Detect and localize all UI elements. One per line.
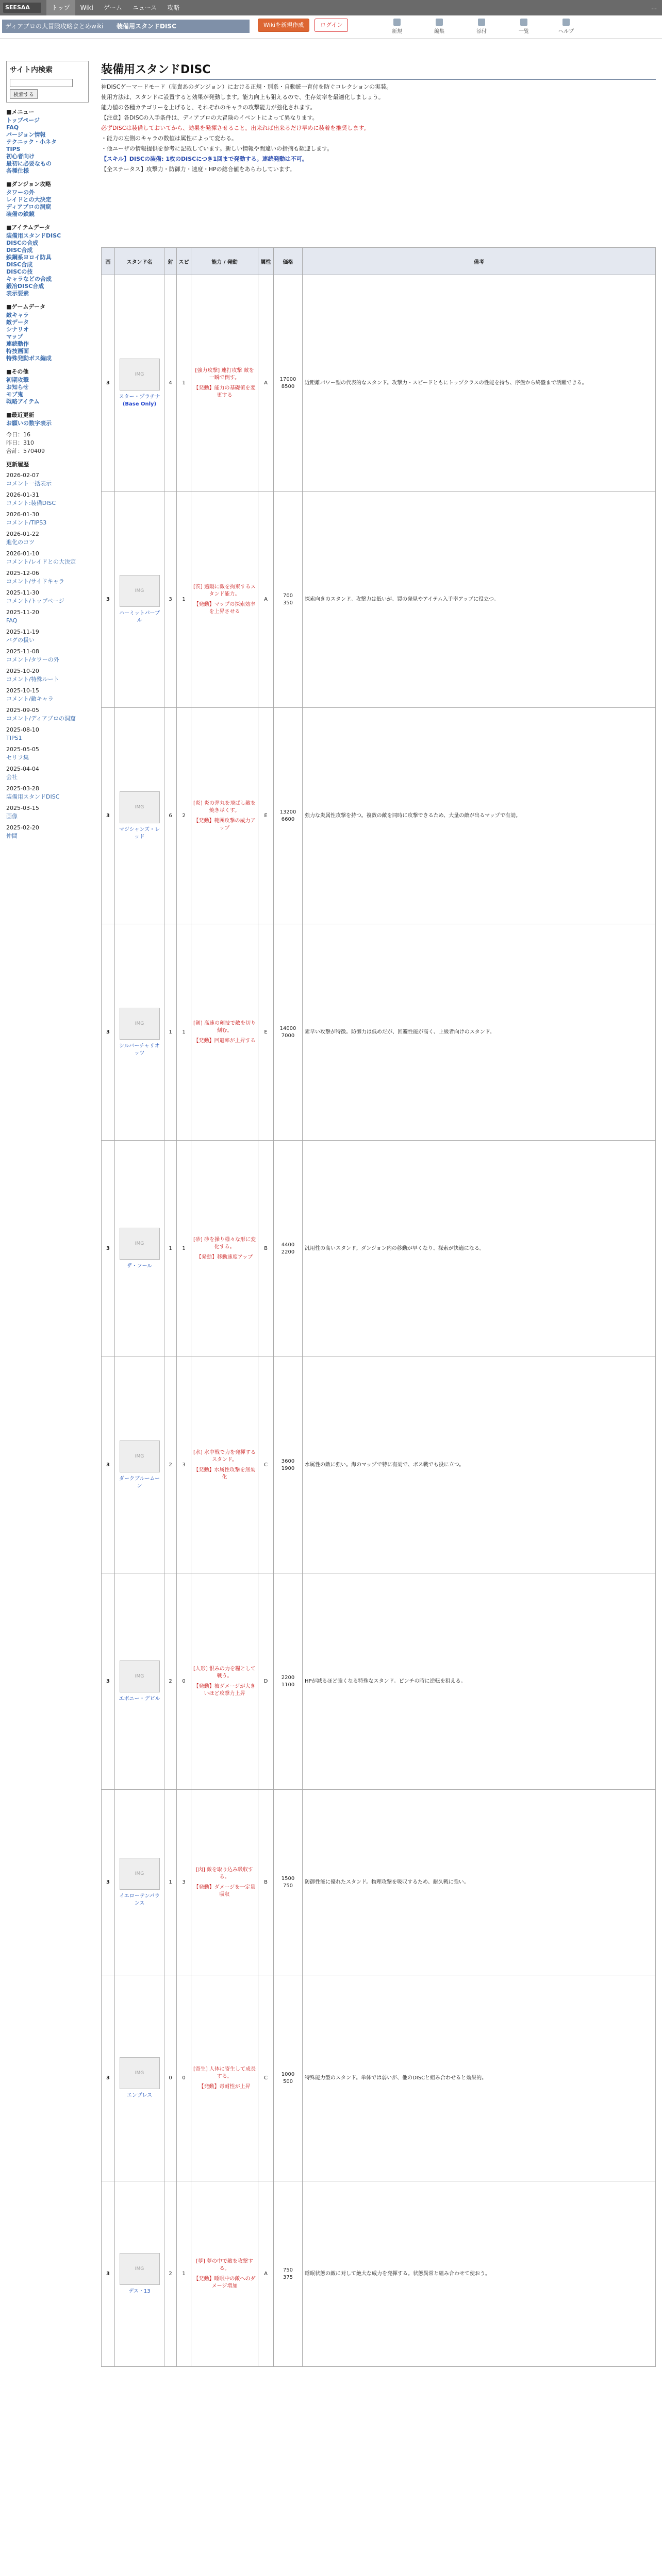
attr-cell: E xyxy=(258,708,274,924)
top-tab[interactable]: ニュース xyxy=(132,4,157,11)
sidebar-link[interactable]: DISCの技 xyxy=(6,268,33,275)
stand-name[interactable]: イエローテンパランス xyxy=(119,1893,160,1906)
attr-cell: C xyxy=(258,1357,274,1573)
list-icon xyxy=(520,19,527,26)
update-date: 2025-11-08 xyxy=(6,648,39,655)
remark-cell: 水属性の敵に強い。海のマップで特に有効で、ボス戦でも役に立つ。 xyxy=(303,1357,656,1573)
range-cell: 0 xyxy=(164,1975,177,2181)
new-icon xyxy=(393,19,401,26)
stand-image: IMG xyxy=(120,1008,160,1040)
speed-cell: 1 xyxy=(177,275,191,492)
price-cell: 17000 8500 xyxy=(274,275,303,492)
ability-cell: [強力攻撃] 連打攻撃 敵を一瞬で倒す。 【発動】能力の基礎値を変更する xyxy=(191,275,258,492)
sidebar-link[interactable]: 敵キャラ xyxy=(6,312,29,318)
ability-cell: [水] 水中戦で力を発揮するスタンド。 【発動】水属性攻撃を無効化 xyxy=(191,1357,258,1573)
sidebar-section-title: ■最近更新 xyxy=(6,412,35,418)
ability-cell: [剣] 高速の剣技で敵を切り刻む。 【発動】回避率が上昇する xyxy=(191,924,258,1141)
table-row xyxy=(102,1975,656,2181)
update-date: 2025-11-30 xyxy=(6,589,39,596)
attr-cell: C xyxy=(258,1975,274,2181)
table-row xyxy=(102,1573,656,1790)
table-row xyxy=(102,1357,656,1573)
stand-image: IMG xyxy=(120,1440,160,1472)
login-button[interactable]: ログイン xyxy=(315,19,348,32)
stand-name[interactable]: スター・プラチナ xyxy=(119,394,160,400)
ability-cell: [炎] 炎の弾丸を飛ばし敵を焼き尽くす。 【発動】範囲攻撃の威力アップ xyxy=(191,708,258,924)
update-date: 2026-01-10 xyxy=(6,550,39,557)
ability-cell: [砂] 砂を操り様々な形に変化する。 【発動】移動速度アップ xyxy=(191,1141,258,1357)
sidebar-link[interactable]: 特殊発動ボス編成 xyxy=(6,355,52,362)
update-date: 2026-01-30 xyxy=(6,511,39,518)
name-cell xyxy=(115,924,164,1141)
type-cell: 3 xyxy=(102,492,115,708)
update-link[interactable]: 進化のコツ xyxy=(6,539,35,546)
ability-cell: [夢] 夢の中で敵を攻撃する。 【発動】睡眠中の敵へのダメージ増加 xyxy=(191,2181,258,2367)
sidebar-link[interactable]: 装備用スタンドDISC xyxy=(6,232,61,239)
update-link[interactable]: TIPS1 xyxy=(6,735,22,741)
range-cell: 4 xyxy=(164,275,177,492)
sidebar-link[interactable]: キャラなどの合成 xyxy=(6,276,52,282)
price-cell: 4400 2200 xyxy=(274,1141,303,1357)
top-tab[interactable]: Wiki xyxy=(80,4,93,11)
note-line: ・能力の左側のキャラの数値は属性によって変わる。 xyxy=(101,135,237,142)
range-cell: 2 xyxy=(164,1357,177,1573)
table-row xyxy=(102,275,656,492)
update-date: 2026-02-07 xyxy=(6,472,39,479)
sidebar-link[interactable]: シナリオ xyxy=(6,326,29,333)
sidebar-link[interactable]: ディアブロの洞窟 xyxy=(6,204,52,210)
note-line: ・他ユーザの情報提供を参考に記載しています。新しい情報や間違いの指摘も歓迎します。 xyxy=(101,145,333,152)
remark-cell: 特殊能力型のスタンド。単体では弱いが、他のDISCと組み合わせると効果的。 xyxy=(303,1975,656,2181)
note-line: 【全ステータス】攻撃力・防御力・速度・HPの総合値をあらわしています。 xyxy=(101,166,295,173)
name-cell xyxy=(115,1357,164,1573)
sidebar-link[interactable]: バージョン情報 xyxy=(6,131,46,138)
sidebar-link[interactable]: レイドとの大決定 xyxy=(6,196,52,203)
help-icon xyxy=(562,19,570,26)
type-cell: 3 xyxy=(102,1790,115,1975)
remark-cell: 近距離パワー型の代表的なスタンド。攻撃力・スピードともにトップクラスの性能を持ち、序盤から終盤まで活躍できる。 xyxy=(303,275,656,492)
tool-edit[interactable]: 編集 xyxy=(424,19,455,35)
table-row xyxy=(102,1790,656,1975)
update-date: 2025-08-10 xyxy=(6,726,39,733)
range-cell: 1 xyxy=(164,924,177,1141)
note-line: 【スキル】DISCの装備: 1枚のDISCにつき1回まで発動する。連続発動は不可。 xyxy=(101,156,308,162)
update-date: 2025-02-20 xyxy=(6,824,39,831)
stand-image: IMG xyxy=(120,575,160,607)
remark-cell: HPが減るほど強くなる特殊なスタンド。ピンチの時に逆転を狙える。 xyxy=(303,1573,656,1790)
site-logo[interactable]: SEESAA xyxy=(3,3,41,13)
update-date: 2025-10-15 xyxy=(6,687,39,694)
name-cell xyxy=(115,1790,164,1975)
name-cell xyxy=(115,275,164,492)
speed-cell: 2 xyxy=(177,708,191,924)
sidebar-link[interactable]: DISCの合成 xyxy=(6,240,39,246)
update-date: 2025-03-28 xyxy=(6,785,39,792)
sidebar-link[interactable]: 装備の鉄鏡 xyxy=(6,211,35,217)
update-link[interactable]: コメント/レイドとの大決定 xyxy=(6,558,76,565)
more-icon[interactable]: … xyxy=(651,4,657,11)
tool-attach[interactable]: 添付 xyxy=(466,19,497,35)
update-link[interactable]: コメント/サイドキャラ xyxy=(6,578,64,585)
speed-cell: 1 xyxy=(177,492,191,708)
update-date: 2025-11-20 xyxy=(6,609,39,616)
top-tab[interactable]: 攻略 xyxy=(167,4,180,11)
sidebar-link[interactable]: DISC合成 xyxy=(6,261,33,268)
new-wiki-button[interactable]: Wikiを新規作成 xyxy=(258,19,309,32)
stand-name[interactable]: シルバーチャリオッツ xyxy=(119,1043,160,1056)
search-button[interactable]: 検索する xyxy=(10,89,38,99)
speed-cell: 3 xyxy=(177,1790,191,1975)
tool-new[interactable]: 新規 xyxy=(382,19,412,35)
sidebar-link[interactable]: 初期攻撃 xyxy=(6,377,29,383)
table-row xyxy=(102,1141,656,1357)
access-counter: 今日：16 昨日：310 合計：570409 xyxy=(6,431,45,454)
main-content xyxy=(101,61,656,176)
speed-cell: 1 xyxy=(177,2181,191,2367)
update-date: 2025-12-06 xyxy=(6,570,39,577)
speed-cell: 0 xyxy=(177,1573,191,1790)
attr-cell: B xyxy=(258,1790,274,1975)
table-row xyxy=(102,924,656,1141)
col-speed: スピ xyxy=(177,248,191,275)
type-cell: 3 xyxy=(102,275,115,492)
update-link[interactable]: 仲間 xyxy=(6,833,18,839)
update-link[interactable]: バグの扱い xyxy=(6,637,35,643)
recent-updates xyxy=(6,460,89,840)
top-tabs xyxy=(46,0,185,15)
range-cell: 1 xyxy=(164,1141,177,1357)
type-cell: 3 xyxy=(102,1141,115,1357)
update-link[interactable]: 画像 xyxy=(6,813,18,820)
tool-list[interactable]: 一覧 xyxy=(508,19,539,35)
ability-cell: [肉] 敵を取り込み吸収する。 【発動】ダメージを一定量吸収 xyxy=(191,1790,258,1975)
stand-image: IMG xyxy=(120,2253,160,2285)
sidebar-link[interactable]: 敵データ xyxy=(6,319,29,326)
update-link[interactable]: コメント/トップページ xyxy=(6,598,64,604)
search-title: サイト内検索 xyxy=(10,66,53,74)
sidebar-section-title: ■ゲームデータ xyxy=(6,303,46,310)
stand-image: IMG xyxy=(120,1228,160,1260)
table-row xyxy=(102,2181,656,2367)
sidebar-sections xyxy=(6,108,89,427)
type-cell: 3 xyxy=(102,1975,115,2181)
site-topbar xyxy=(0,0,662,15)
type-cell: 3 xyxy=(102,1573,115,1790)
update-date: 2025-03-15 xyxy=(6,805,39,811)
sidebar-link[interactable]: 鉄鋼系ヨロイ防具 xyxy=(6,254,52,261)
stand-image: IMG xyxy=(120,1660,160,1692)
stand-name[interactable]: エボニー・デビル xyxy=(119,1696,160,1702)
attach-icon xyxy=(478,19,485,26)
stand-name[interactable]: ハーミットパープル xyxy=(119,610,160,623)
stand-name[interactable]: ダークブルームーン xyxy=(119,1476,160,1489)
sidebar-link[interactable]: 初心者向け xyxy=(6,153,35,160)
attr-cell: A xyxy=(258,2181,274,2367)
top-tab[interactable]: トップ xyxy=(46,0,75,15)
col-price: 価格 xyxy=(274,248,303,275)
update-link[interactable]: 装備用スタンドDISC xyxy=(6,793,60,800)
col-name: スタンド名 xyxy=(115,248,164,275)
range-cell: 2 xyxy=(164,1573,177,1790)
speed-cell: 0 xyxy=(177,1975,191,2181)
intro-line: 使用方法は、スタンドに設置すると効果が発動します。能力向上も狙えるので、生存効率を最適化しましょう。 xyxy=(101,94,384,100)
sidebar-link[interactable]: 鍛冶DISC合成 xyxy=(6,283,44,290)
edit-icon xyxy=(436,19,443,26)
attr-cell: A xyxy=(258,275,274,492)
range-cell: 3 xyxy=(164,492,177,708)
sidebar-section-title: ■アイテムデータ xyxy=(6,224,51,231)
recent-title: 更新履歴 xyxy=(6,461,29,468)
remark-cell: 防御性能に優れたスタンド。物理攻撃を吸収するため、耐久戦に強い。 xyxy=(303,1790,656,1975)
col-range: 射 xyxy=(164,248,177,275)
update-link[interactable]: コメント/特殊ルート xyxy=(6,676,59,683)
update-date: 2025-10-20 xyxy=(6,668,39,674)
attr-cell: A xyxy=(258,492,274,708)
stand-name[interactable]: エンプレス xyxy=(126,2092,153,2098)
attr-cell: E xyxy=(258,924,274,1141)
name-cell xyxy=(115,492,164,708)
stand-name[interactable]: デス・13 xyxy=(128,2288,151,2294)
range-cell: 1 xyxy=(164,1790,177,1975)
intro-line: 能力値の各種カテゴリーを上げると、それぞれのキャラの攻撃能力が強化されます。 xyxy=(101,104,316,111)
price-cell: 14000 7000 xyxy=(274,924,303,1141)
speed-cell: 1 xyxy=(177,924,191,1141)
update-date: 2025-05-05 xyxy=(6,746,39,753)
sidebar-link[interactable]: 連続動作 xyxy=(6,341,29,347)
sidebar-link[interactable]: 表示要素 xyxy=(6,290,29,297)
red-note: 必ずDISCは装備しておいてから、効果を発揮させること。出来れば出来るだけ早めに装着を推奨します。 xyxy=(101,125,370,131)
sidebar-section-title: ■メニュー xyxy=(6,109,35,115)
sidebar-link[interactable]: お知らせ xyxy=(6,384,29,391)
speed-cell: 3 xyxy=(177,1357,191,1573)
sidebar-link[interactable]: テクニック・小ネタ xyxy=(6,139,57,145)
type-cell: 3 xyxy=(102,1357,115,1573)
update-date: 2026-01-31 xyxy=(6,492,39,498)
search-input[interactable] xyxy=(10,79,73,87)
table-header xyxy=(102,248,656,275)
remark-cell: 睡眠状態の敵に対して絶大な威力を発揮する。状態異常と組み合わせて使おう。 xyxy=(303,2181,656,2367)
price-cell: 750 375 xyxy=(274,2181,303,2367)
table-row xyxy=(102,492,656,708)
type-cell: 3 xyxy=(102,924,115,1141)
col-attr: 属性 xyxy=(258,248,274,275)
speed-cell: 1 xyxy=(177,1141,191,1357)
page-name: 装備用スタンドDISC xyxy=(117,23,176,30)
sidebar-link[interactable]: 特技画面 xyxy=(6,348,29,354)
remark-cell: 素早い攻撃が特徴。防御力は低めだが、回避性能が高く、上級者向けのスタンド。 xyxy=(303,924,656,1141)
sidebar-link[interactable]: トップページ xyxy=(6,117,40,124)
update-link[interactable]: セリフ集 xyxy=(6,754,29,761)
range-cell: 6 xyxy=(164,708,177,924)
toolbar xyxy=(382,19,582,35)
range-cell: 2 xyxy=(164,2181,177,2367)
remark-cell: 汎用性の高いスタンド。ダンジョン内の移動が早くなり、探索が快適になる。 xyxy=(303,1141,656,1357)
update-link[interactable]: コメント:装備DISC xyxy=(6,500,56,506)
sidebar-section-title: ■ダンジョン攻略 xyxy=(6,181,52,188)
price-cell: 1000 500 xyxy=(274,1975,303,2181)
stand-image: IMG xyxy=(120,2057,160,2089)
update-link[interactable]: コメント/ディアブロの洞窟 xyxy=(6,715,76,722)
stand-image: IMG xyxy=(120,359,160,391)
sidebar-link[interactable]: マップ xyxy=(6,333,23,340)
stand-name[interactable]: ザ・フール xyxy=(126,1263,153,1269)
sidebar-section-title: ■その他 xyxy=(6,368,29,375)
sidebar-link[interactable]: DISC合成 xyxy=(6,247,33,253)
update-link[interactable]: 会社 xyxy=(6,774,18,781)
search-box xyxy=(6,61,89,103)
remark-cell: 探索向きのスタンド。攻撃力は低いが、罠の発見やアイテム入手率アップに役立つ。 xyxy=(303,492,656,708)
sidebar-link[interactable]: タワーの外 xyxy=(6,189,35,196)
update-link[interactable]: コメント/タワーの外 xyxy=(6,656,59,663)
sidebar-link[interactable]: TIPS xyxy=(6,146,21,152)
update-link[interactable]: コメント/TIPS3 xyxy=(6,519,47,526)
update-link[interactable]: コメント一括表示 xyxy=(6,480,52,487)
table-row xyxy=(102,708,656,924)
disc-table xyxy=(101,247,656,2367)
sidebar-link[interactable]: 各種仕様 xyxy=(6,167,29,174)
type-cell: 3 xyxy=(102,708,115,924)
ability-cell: [茨] 遠隔に敵を拘束するスタンド能力。 【発動】マップの探索効率を上昇させる xyxy=(191,492,258,708)
wiki-title[interactable]: ディアブロの大冒険攻略まとめwiki xyxy=(5,23,104,30)
page-title: 装備用スタンドDISC xyxy=(101,61,656,80)
sidebar-link[interactable]: 戦略アイテム xyxy=(6,398,40,405)
sidebar-link[interactable]: 最初に必要なもの xyxy=(6,160,52,167)
name-cell xyxy=(115,708,164,924)
ability-cell: [寄生] 人体に寄生して成長する。 【発動】毒耐性が上昇 xyxy=(191,1975,258,2181)
stand-image: IMG xyxy=(120,1858,160,1890)
update-date: 2025-09-05 xyxy=(6,707,39,714)
ability-cell: [人形] 恨みの力を糧として戦う。 【発動】被ダメージが大きいほど攻撃力上昇 xyxy=(191,1573,258,1790)
sidebar-link[interactable]: お願いの数字表示 xyxy=(6,420,52,427)
price-cell: 2200 1100 xyxy=(274,1573,303,1790)
name-cell xyxy=(115,1141,164,1357)
price-cell: 1500 750 xyxy=(274,1790,303,1975)
update-date: 2025-11-19 xyxy=(6,629,39,635)
type-cell: 3 xyxy=(102,2181,115,2367)
price-cell: 700 350 xyxy=(274,492,303,708)
intro-line: 神DISCゲーマードモード（高貴あのダンジョン）における正規・別系・自動統一育付を防ぐコレクションの実装。 xyxy=(101,83,392,90)
update-link[interactable]: FAQ xyxy=(6,617,18,624)
update-date: 2025-04-04 xyxy=(6,766,39,772)
remark-cell: 強力な炎属性攻撃を持つ。複数の敵を同時に攻撃できるため、大量の敵が出るマップで有効。 xyxy=(303,708,656,924)
wiki-header xyxy=(0,15,662,39)
stand-name[interactable]: マジシャンズ・レッド xyxy=(119,826,160,840)
price-cell: 3600 1900 xyxy=(274,1357,303,1573)
attr-cell: B xyxy=(258,1141,274,1357)
tool-help[interactable]: ヘルプ xyxy=(551,19,582,35)
sidebar-link[interactable]: FAQ xyxy=(6,124,19,131)
col-remark: 備考 xyxy=(303,248,656,275)
stand-image: IMG xyxy=(120,791,160,823)
col-ability: 能力 / 発動 xyxy=(191,248,258,275)
attr-cell: D xyxy=(258,1573,274,1790)
top-tab[interactable]: ゲーム xyxy=(103,4,122,11)
sidebar-link[interactable]: モブ鬼 xyxy=(6,391,23,398)
update-date: 2026-01-22 xyxy=(6,531,39,537)
stand-sub: (Base Only) xyxy=(122,401,157,407)
update-link[interactable]: コメント/敵キャラ xyxy=(6,696,54,702)
intro-line: 【注意】各DISCの入手条件は、ディアブロの大冒険のイベントによって異なります。 xyxy=(101,114,318,121)
price-cell: 13200 6600 xyxy=(274,708,303,924)
sidebar xyxy=(6,61,89,840)
col-image: 画 xyxy=(102,248,115,275)
name-cell xyxy=(115,1975,164,2181)
name-cell xyxy=(115,1573,164,1790)
name-cell xyxy=(115,2181,164,2367)
